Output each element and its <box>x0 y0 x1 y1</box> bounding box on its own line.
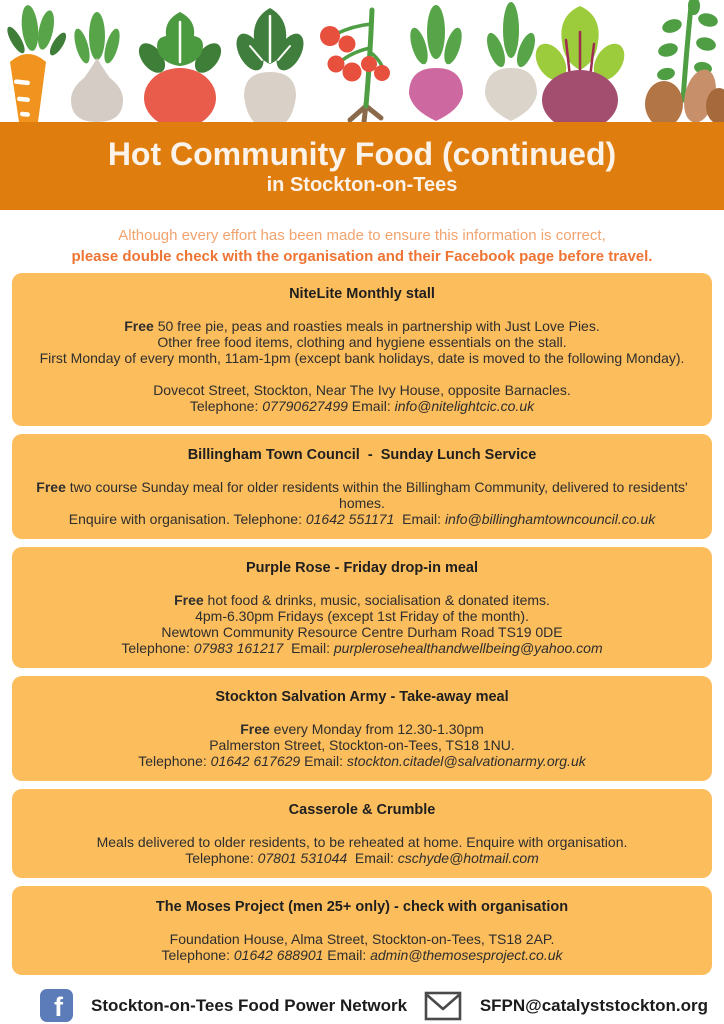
footer <box>0 989 724 1022</box>
vegetable-header <box>0 0 724 122</box>
email-icon <box>424 991 462 1021</box>
card-text-line: Telephone: 01642 688901 Email: admin@themosesproject.co.uk <box>161 947 563 963</box>
facebook-icon <box>40 989 73 1022</box>
facebook-contact <box>40 989 407 1022</box>
card-title: Stockton Salvation Army - Take-away meal <box>215 689 509 705</box>
card-title: The Moses Project (men 25+ only) - check with organisation <box>155 899 569 915</box>
onion-icon <box>71 12 123 122</box>
potato-plant-icon <box>645 0 724 122</box>
info-card-billingham <box>12 434 712 539</box>
facebook-glyph: f <box>54 992 63 1022</box>
card-text-line: Palmerston Street, Stockton-on-Tees, TS18 1NU. <box>209 737 515 753</box>
card-text-line: Telephone: 01642 617629 Email: stockton.citadel@salvationarmy.org.uk <box>138 753 586 769</box>
card-text-line: Telephone: 07983 161217 Email: purplerosehealthandwellbeing@yahoo.com <box>121 640 603 656</box>
radish-icon <box>134 12 227 122</box>
info-card-nitelite <box>12 273 712 426</box>
beetroot-icon <box>529 6 630 122</box>
card-text-line: Meals delivered to older residents, to be reheated at home. Enquire with organisation. <box>96 834 628 850</box>
info-card-purple-rose <box>12 547 712 668</box>
page-subtitle: in Stockton-on-Tees <box>266 173 458 196</box>
card-title: Billingham Town Council - Sunday Lunch Service <box>187 447 537 463</box>
facebook-network-label: Stockton-on-Tees Food Power Network <box>91 995 408 1015</box>
tomato-plant-icon <box>320 10 390 122</box>
disclaimer-line-2: please double check with the organisation and their Facebook page before travel. <box>71 248 653 265</box>
card-text-line: Free hot food & drinks, music, socialisation & donated items. <box>174 592 550 608</box>
info-card-casserole-crumble <box>12 789 712 878</box>
card-text-line: Enquire with organisation. Telephone: 01642 551171 Email: info@billinghamtowncouncil.co.uk <box>68 511 656 527</box>
card-text-line: Newtown Community Resource Centre Durham Road TS19 0DE <box>161 624 563 640</box>
white-turnip-icon <box>483 2 538 121</box>
info-card-salvation-army <box>12 676 712 781</box>
card-title: Casserole & Crumble <box>288 802 436 818</box>
card-title: NiteLite Monthly stall <box>289 286 435 302</box>
card-text-line: 4pm-6.30pm Fridays (except 1st Friday of the month). <box>195 608 529 624</box>
disclaimer-line-1: Although every effort has been made to ensure this information is correct, <box>118 227 606 244</box>
card-text-line: First Monday of every month, 11am-1pm (except bank holidays, date is moved to the following Monday). <box>39 350 685 366</box>
card-text-line: Telephone: 07801 531044 Email: cschyde@hotmail.com <box>185 850 539 866</box>
card-text-line: Telephone: 07790627499 Email: info@nitelightcic.co.uk <box>189 398 535 414</box>
turnip-icon <box>231 8 309 122</box>
info-card-moses-project <box>12 886 712 975</box>
card-text-line: Free every Monday from 12.30-1.30pm <box>240 721 484 737</box>
card-text-line: Other free food items, clothing and hygiene essentials on the stall. <box>157 334 567 350</box>
card-list <box>0 269 724 975</box>
card-title: Purple Rose - Friday drop-in meal <box>245 560 479 576</box>
pink-radish-icon <box>407 5 465 121</box>
card-text-line: Free 50 free pie, peas and roasties meals in partnership with Just Love Pies. <box>124 318 600 334</box>
disclaimer <box>0 210 724 269</box>
card-text-line: Dovecot Street, Stockton, Near The Ivy House, opposite Barnacles. <box>153 382 571 398</box>
card-text-line: Free two course Sunday meal for older residents within the Billingham Community, delivered to residents' homes. <box>36 479 688 511</box>
email-address: SFPN@catalyststockton.org <box>479 995 708 1015</box>
card-text-line: Foundation House, Alma Street, Stockton-on-Tees, TS18 2AP. <box>169 931 555 947</box>
page-title: Hot Community Food (continued) <box>107 135 617 172</box>
carrot-icon <box>4 4 69 122</box>
title-banner <box>0 122 724 210</box>
card-text-line <box>28 366 696 382</box>
email-contact <box>424 991 708 1021</box>
